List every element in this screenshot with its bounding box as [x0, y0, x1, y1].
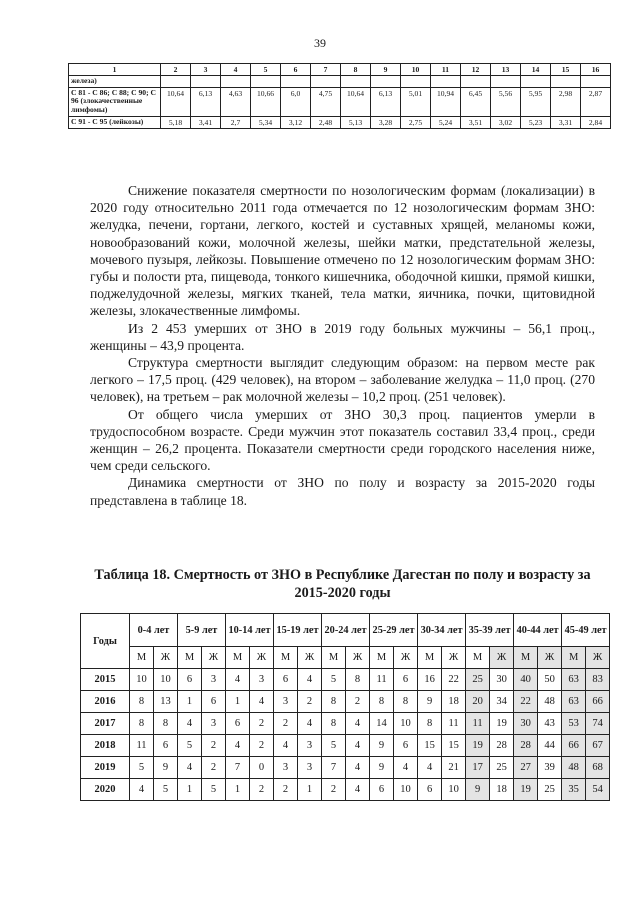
table-cell: 43: [538, 713, 562, 735]
table-cell: 8: [418, 713, 442, 735]
column-number: 3: [191, 64, 221, 76]
table-cell: 2,75: [401, 116, 431, 128]
table-row: [69, 87, 611, 116]
table-cell: 50: [538, 669, 562, 691]
table-cell: 6: [394, 735, 418, 757]
column-number: 14: [521, 64, 551, 76]
table-cell: 30: [490, 669, 514, 691]
table-cell: 66: [562, 735, 586, 757]
column-number: 9: [371, 64, 401, 76]
table-cell: 66: [586, 691, 610, 713]
female-header: Ж: [538, 647, 562, 669]
table-cell: 22: [442, 669, 466, 691]
table-row: [81, 669, 610, 691]
paragraph: Снижение показателя смертности по нозологическим формам (локализации) в 2020 году относительно 2011 года отмечается по 12 нозологическим формам ЗНО: желудка, печени, гортани, легкого, костей и суставных хрящей, меланомы кожи, новообразований кожи, молочной железы, шейки матки, предстательной железы, мочевого пузыря, лейкозы. Повышение отмечено по 12 нозологическим формам ЗНО: губы и полости рта, пищевода, тонкого кишечника, ободочной кишки, прямой кишки, поджелудочной железы, мягких тканей, тела матки, яичника, почки, щитовидной железы, злокачественные лимфомы.: [90, 183, 595, 319]
table-cell: 8: [154, 713, 178, 735]
table-cell: 28: [490, 735, 514, 757]
table-cell: 10,94: [431, 87, 461, 116]
table-cell: 2: [250, 713, 274, 735]
table-cell: 1: [178, 779, 202, 801]
row-label: C 81 - C 86; C 88; C 90; C 96 (злокачественные лимфомы): [69, 87, 161, 116]
table-row: [81, 779, 610, 801]
table-cell: 4: [298, 713, 322, 735]
male-header: М: [562, 647, 586, 669]
table-header-row: [69, 64, 611, 76]
year-cell: 2016: [81, 691, 130, 713]
table-cell: 27: [514, 757, 538, 779]
table-cell: 63: [562, 691, 586, 713]
female-header: Ж: [442, 647, 466, 669]
table-cell: 10,64: [161, 87, 191, 116]
table-cell: 5: [130, 757, 154, 779]
table-cell: 4,75: [311, 87, 341, 116]
table-cell: 10,66: [251, 87, 281, 116]
table-cell: 4: [226, 669, 250, 691]
table-row: [69, 76, 611, 88]
table-cell: 20: [466, 691, 490, 713]
year-cell: 2018: [81, 735, 130, 757]
table-cell: 9: [418, 691, 442, 713]
column-number: 1: [69, 64, 161, 76]
column-number: 2: [161, 64, 191, 76]
female-header: Ж: [394, 647, 418, 669]
table-cell: 2,87: [581, 87, 611, 116]
table-cell: 44: [538, 735, 562, 757]
age-group-header: 10-14 лет: [226, 614, 274, 647]
table-cell: 5,13: [341, 116, 371, 128]
table-cell: 2: [322, 779, 346, 801]
table-cell: 11: [442, 713, 466, 735]
table-cell: 3: [274, 691, 298, 713]
table-cell: 4: [178, 757, 202, 779]
table-cell: 8: [370, 691, 394, 713]
table-cell: 5,23: [521, 116, 551, 128]
table-cell: 5: [202, 779, 226, 801]
table-cell: 2: [298, 691, 322, 713]
paragraph: Из 2 453 умерших от ЗНО в 2019 году больных мужчины – 56,1 проц., женщины – 43,9 процента.: [90, 320, 595, 353]
column-number: 16: [581, 64, 611, 76]
table-cell: 74: [586, 713, 610, 735]
table-cell: 28: [514, 735, 538, 757]
age-group-header: 35-39 лет: [466, 614, 514, 647]
table-cell: 3: [298, 757, 322, 779]
table-cell: 1: [226, 691, 250, 713]
table-cell: 19: [466, 735, 490, 757]
table-cell: 40: [514, 669, 538, 691]
table-cell: 4: [130, 779, 154, 801]
table-cell: 5,18: [161, 116, 191, 128]
table-cell: 3,31: [551, 116, 581, 128]
table-cell: 6: [226, 713, 250, 735]
table-cell: 3: [298, 735, 322, 757]
age-group-header-row: [81, 614, 610, 647]
column-number: 15: [551, 64, 581, 76]
table-cell: 10: [394, 713, 418, 735]
female-header: Ж: [250, 647, 274, 669]
table-cell: 4: [178, 713, 202, 735]
table-cell: 5,24: [431, 116, 461, 128]
table-cell: 2: [202, 757, 226, 779]
table-cell: 3: [202, 669, 226, 691]
table-cell: 2: [274, 713, 298, 735]
male-header: М: [370, 647, 394, 669]
table-cell: 9: [154, 757, 178, 779]
table-cell: 8: [322, 691, 346, 713]
column-number: 13: [491, 64, 521, 76]
column-number: 7: [311, 64, 341, 76]
column-number: 8: [341, 64, 371, 76]
column-number: 5: [251, 64, 281, 76]
table-cell: 3,12: [281, 116, 311, 128]
table-cell: 3,02: [491, 116, 521, 128]
table-cell: 30: [514, 713, 538, 735]
table-cell: 6: [370, 779, 394, 801]
table-cell: 2: [346, 691, 370, 713]
table-cell: 11: [370, 669, 394, 691]
table-cell: 8: [346, 669, 370, 691]
table-cell: 5,01: [401, 87, 431, 116]
table-cell: 7: [226, 757, 250, 779]
mortality-by-sex-age-table: [80, 613, 610, 801]
table-cell: 0: [250, 757, 274, 779]
table-cell: 22: [514, 691, 538, 713]
table-cell: 8: [322, 713, 346, 735]
table-cell: 11: [130, 735, 154, 757]
male-header: М: [178, 647, 202, 669]
table-cell: 5: [322, 669, 346, 691]
year-cell: 2015: [81, 669, 130, 691]
table-cell: 5,34: [251, 116, 281, 128]
table-cell: 18: [490, 779, 514, 801]
table-cell: 14: [370, 713, 394, 735]
table-cell: 5: [322, 735, 346, 757]
table-cell: 4: [394, 757, 418, 779]
table-cell: 5,95: [521, 87, 551, 116]
table-cell: 3: [250, 669, 274, 691]
table-cell: 25: [466, 669, 490, 691]
table-cell: 16: [418, 669, 442, 691]
table-cell: 25: [490, 757, 514, 779]
table-cell: 4: [346, 713, 370, 735]
female-header: Ж: [202, 647, 226, 669]
table-cell: 3,51: [461, 116, 491, 128]
years-header: Годы: [81, 614, 130, 669]
table-cell: 8: [394, 691, 418, 713]
male-header: М: [418, 647, 442, 669]
male-header: М: [514, 647, 538, 669]
table-cell: 25: [538, 779, 562, 801]
table-cell: 2,48: [311, 116, 341, 128]
table-cell: 35: [562, 779, 586, 801]
column-number: 11: [431, 64, 461, 76]
table-cell: 3,28: [371, 116, 401, 128]
table-cell: 1: [226, 779, 250, 801]
table-cell: 53: [562, 713, 586, 735]
table-cell: 4,63: [221, 87, 251, 116]
table-cell: 6,45: [461, 87, 491, 116]
paragraph: От общего числа умерших от ЗНО 30,3 проц. пациентов умерли в трудоспособном возрасте. Среди мужчин этот показатель составил 33,4 проц., среди женщин – 26,2 процента. Показатели смертности среди городского населения ниже, чем среди сельского.: [90, 406, 595, 474]
female-header: Ж: [346, 647, 370, 669]
table-cell: 4: [226, 735, 250, 757]
table-cell: 39: [538, 757, 562, 779]
female-header: Ж: [154, 647, 178, 669]
table-cell: 2,84: [581, 116, 611, 128]
table-cell: 48: [538, 691, 562, 713]
table-cell: 6: [274, 669, 298, 691]
table-cell: 83: [586, 669, 610, 691]
table-cell: 11: [466, 713, 490, 735]
table-cell: 2,7: [221, 116, 251, 128]
table-row: [81, 691, 610, 713]
table-cell: 9: [370, 757, 394, 779]
table-cell: 6: [178, 669, 202, 691]
age-group-header: 0-4 лет: [130, 614, 178, 647]
table-cell: 9: [370, 735, 394, 757]
year-cell: 2020: [81, 779, 130, 801]
table-cell: 4: [418, 757, 442, 779]
table-row: [81, 735, 610, 757]
table-cell: 10: [442, 779, 466, 801]
male-header: М: [322, 647, 346, 669]
table-cell: 2: [274, 779, 298, 801]
column-number: 6: [281, 64, 311, 76]
table-cell: 34: [490, 691, 514, 713]
table-cell: 54: [586, 779, 610, 801]
age-group-header: 40-44 лет: [514, 614, 562, 647]
paragraph: Структура смертности выглядит следующим образом: на первом месте рак легкого – 17,5 проц. (429 человек), на втором – заболевание желудка – 11,0 проц. (270 человек), на третьем – рак молочной железы – 10,2 проц. (251 человек).: [90, 355, 595, 405]
row-label: железа): [69, 76, 161, 88]
age-group-header: 15-19 лет: [274, 614, 322, 647]
table-cell: 6: [418, 779, 442, 801]
male-header: М: [226, 647, 250, 669]
table-caption: Таблица 18. Смертность от ЗНО в Республике Дагестан по полу и возрасту за 2015-2020 годы: [94, 567, 591, 601]
table-cell: 19: [514, 779, 538, 801]
table-cell: 67: [586, 735, 610, 757]
table-cell: 6: [154, 735, 178, 757]
age-group-header: 5-9 лет: [178, 614, 226, 647]
table-cell: 9: [466, 779, 490, 801]
table-row: [81, 713, 610, 735]
female-header: Ж: [298, 647, 322, 669]
age-group-header: 25-29 лет: [370, 614, 418, 647]
table-cell: 7: [322, 757, 346, 779]
table-row: [81, 757, 610, 779]
table-cell: 6: [202, 691, 226, 713]
table-cell: 2: [202, 735, 226, 757]
year-cell: 2019: [81, 757, 130, 779]
sex-header-row: [81, 647, 610, 669]
table-cell: 4: [298, 669, 322, 691]
row-label: C 91 - C 95 (лейкозы): [69, 116, 161, 128]
female-header: Ж: [586, 647, 610, 669]
table-cell: 13: [154, 691, 178, 713]
table-cell: 1: [298, 779, 322, 801]
page-number: 39: [314, 36, 326, 50]
male-header: М: [274, 647, 298, 669]
table-cell: 4: [346, 735, 370, 757]
table-cell: 5,56: [491, 87, 521, 116]
table-cell: 4: [250, 691, 274, 713]
table-cell: 4: [274, 735, 298, 757]
table-cell: 19: [490, 713, 514, 735]
table-cell: 63: [562, 669, 586, 691]
female-header: Ж: [490, 647, 514, 669]
table-cell: 3,41: [191, 116, 221, 128]
table-cell: 8: [130, 691, 154, 713]
table-cell: 21: [442, 757, 466, 779]
table-cell: 6,13: [371, 87, 401, 116]
table-cell: 48: [562, 757, 586, 779]
table-cell: 10,64: [341, 87, 371, 116]
table-cell: 5: [154, 779, 178, 801]
table-cell: 1: [178, 691, 202, 713]
table-cell: 17: [466, 757, 490, 779]
table-cell: 10: [130, 669, 154, 691]
continued-mortality-table: [68, 63, 611, 129]
year-cell: 2017: [81, 713, 130, 735]
table-cell: 4: [346, 779, 370, 801]
table-cell: 15: [442, 735, 466, 757]
male-header: М: [466, 647, 490, 669]
body-text: [90, 182, 595, 509]
table-cell: 3: [202, 713, 226, 735]
age-group-header: 30-34 лет: [418, 614, 466, 647]
table-cell: 10: [394, 779, 418, 801]
table-cell: 2: [250, 735, 274, 757]
column-number: 10: [401, 64, 431, 76]
table-cell: 6,0: [281, 87, 311, 116]
table-cell: 2,98: [551, 87, 581, 116]
table-cell: 6,13: [191, 87, 221, 116]
table-cell: 2: [250, 779, 274, 801]
table-cell: 10: [154, 669, 178, 691]
table-cell: 8: [130, 713, 154, 735]
table-cell: 3: [274, 757, 298, 779]
column-number: 4: [221, 64, 251, 76]
male-header: М: [130, 647, 154, 669]
table-cell: 18: [442, 691, 466, 713]
table-cell: 68: [586, 757, 610, 779]
column-number: 12: [461, 64, 491, 76]
paragraph: Динамика смертности от ЗНО по полу и возрасту за 2015-2020 годы представлена в таблице 18.: [90, 475, 595, 508]
table-row: [69, 116, 611, 128]
age-group-header: 45-49 лет: [562, 614, 610, 647]
table-cell: 4: [346, 757, 370, 779]
table-cell: 6: [394, 669, 418, 691]
table-cell: 5: [178, 735, 202, 757]
table-cell: 15: [418, 735, 442, 757]
age-group-header: 20-24 лет: [322, 614, 370, 647]
